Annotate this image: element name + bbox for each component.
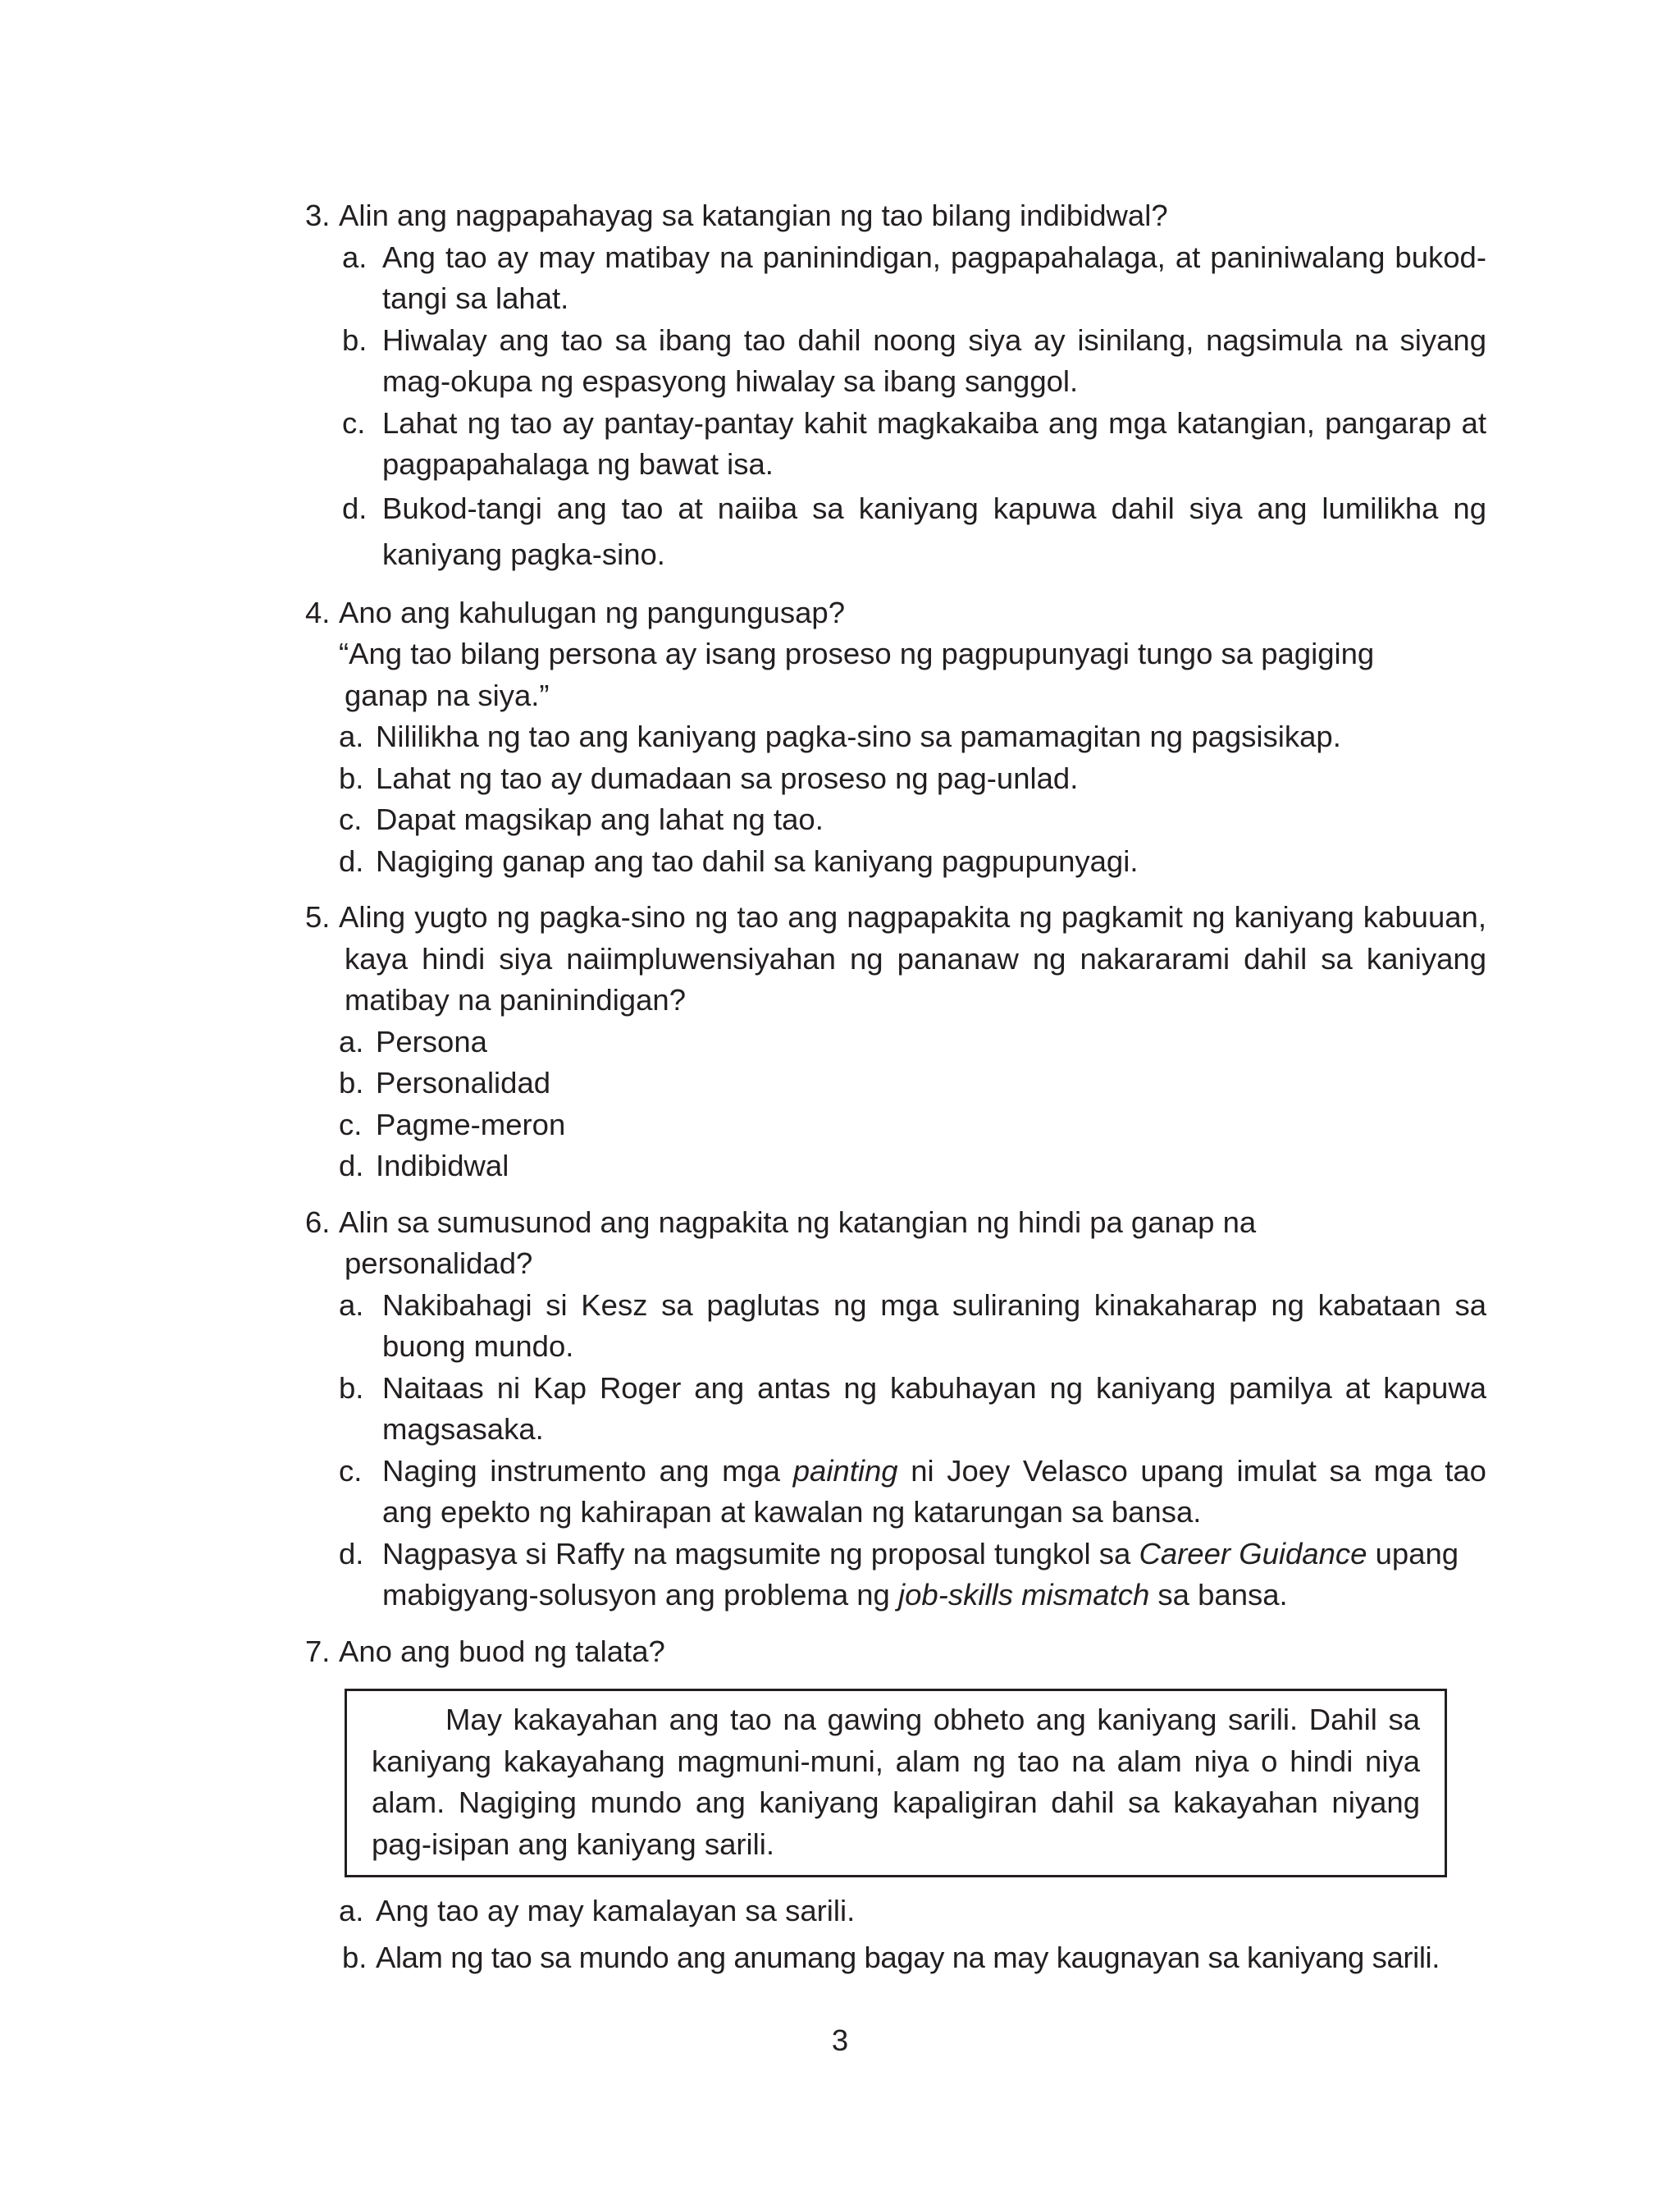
choice-label: a. xyxy=(339,1287,364,1322)
worksheet-page xyxy=(305,195,1486,1978)
quoted-sentence xyxy=(305,633,1486,675)
choice-text: Pagme-meron xyxy=(376,1107,566,1141)
choice-label: c. xyxy=(339,1453,363,1488)
choice-text: Nakibahagi si Kesz sa paglutas ng mga suliraning kinakaharap ng kabataan sa buong mundo. xyxy=(382,1287,1486,1363)
choice-label: b. xyxy=(342,322,368,357)
choice-text: Personalidad xyxy=(376,1066,551,1100)
question-6 xyxy=(305,1202,1486,1616)
choice-text-part: sa bansa. xyxy=(1149,1578,1288,1612)
question-number: 4. xyxy=(305,595,331,629)
choice-label: b. xyxy=(339,1066,364,1100)
choice-text-part: Nagpasya si Raffy na magsumite ng proposal tungkol sa xyxy=(382,1536,1139,1570)
choice-text-part: upang mabigyang-solusyon ang problema ng xyxy=(382,1536,1459,1612)
choice-label: c. xyxy=(339,802,363,836)
choice-item xyxy=(305,799,1486,841)
question-3 xyxy=(305,195,1486,578)
choice-label: b. xyxy=(339,761,364,795)
choice-text-part: Naging instrumento ang mga xyxy=(382,1453,793,1488)
quote-line: “Ang tao bilang persona ay isang proseso ng pagpupunyagi tungo sa pagiging xyxy=(339,637,1375,670)
question-text: Alin ang nagpapahayag sa katangian ng tao bilang indibidwal? xyxy=(339,199,1168,232)
choice-item xyxy=(305,716,1486,758)
choice-item xyxy=(305,1285,1486,1368)
choice-label: a. xyxy=(339,720,364,753)
question-stem xyxy=(305,1631,1486,1673)
choice-item xyxy=(305,1022,1486,1063)
choice-text: Lahat ng tao ay pantay-pantay kahit magkakaiba ang mga katangian, pangarap at pagpapahalaga ng bawat isa. xyxy=(382,405,1486,481)
question-stem xyxy=(305,897,1486,1022)
choice-item xyxy=(305,486,1486,578)
choice-item xyxy=(305,1534,1486,1616)
choice-label: a. xyxy=(339,1894,364,1927)
choice-item xyxy=(305,237,1486,320)
question-text: Aling yugto ng pagka-sino ng tao ang nagpapakita ng pagkamit ng kaniyang kabuuan, kaya hindi siya naiimpluwensiyahan ng pananaw ng nakararami dahil sa kaniyang matibay na paninindigan? xyxy=(339,900,1486,1017)
choice-label: a. xyxy=(339,1024,364,1058)
question-text: Ano ang kahulugan ng pangungusap? xyxy=(339,595,846,629)
choice-text-italic: painting xyxy=(792,1453,898,1488)
choice-label: c. xyxy=(339,1107,363,1141)
page-number: 3 xyxy=(831,2023,849,2057)
choice-item xyxy=(305,1891,1486,1932)
choice-text: Ang tao ay may matibay na paninindigan, pagpapahalaga, at paniniwalang bukod-tangi sa lahat. xyxy=(382,240,1486,315)
choice-item xyxy=(305,841,1486,883)
question-number: 3. xyxy=(305,199,331,232)
choice-label: b. xyxy=(339,1370,364,1405)
choice-item xyxy=(305,1063,1486,1104)
choice-text: Hiwalay ang tao sa ibang tao dahil noong siya ay isinilang, nagsimula na siyang mag-okupa ng espasyong hiwalay sa ibang sanggol. xyxy=(382,322,1486,398)
choice-text: Persona xyxy=(376,1024,487,1058)
choice-text: Naitaas ni Kap Roger ang antas ng kabuhayan ng kaniyang pamilya at kapuwa magsasaka. xyxy=(382,1370,1486,1446)
choice-text: Alam ng tao sa mundo ang anumang bagay na may kaugnayan sa kaniyang sarili. xyxy=(376,1940,1440,1974)
choice-item xyxy=(305,1104,1486,1146)
choice-item xyxy=(305,1451,1486,1534)
choice-text-italic: Career Guidance xyxy=(1139,1536,1367,1570)
question-7 xyxy=(305,1631,1486,1979)
choice-item xyxy=(305,1937,1486,1979)
choice-text: Lahat ng tao ay dumadaan sa proseso ng pag-unlad. xyxy=(376,761,1079,795)
choice-label: c. xyxy=(342,405,366,440)
question-number: 6. xyxy=(305,1205,331,1239)
passage-text: May kakayahan ang tao na gawing obheto ang kaniyang sarili. Dahil sa kaniyang kakayahang magmuni-muni, alam ng tao na alam niya o hindi niya alam. Nagiging mundo ang kaniyang kapaligiran dahil sa kakayahan niyang pag-isipan ang kaniyang sarili. xyxy=(372,1703,1420,1861)
choice-text-italic: job-skills mismatch xyxy=(898,1578,1150,1612)
question-4 xyxy=(305,592,1486,883)
choice-text: Bukod-tangi ang tao at naiiba sa kaniyang kapuwa dahil siya ang lumilikha ng kaniyang pagka-sino. xyxy=(382,491,1486,571)
choice-text: Indibidwal xyxy=(376,1149,509,1182)
choice-label: b. xyxy=(342,1940,368,1974)
question-stem xyxy=(305,1202,1345,1285)
choice-label: d. xyxy=(339,844,364,878)
quoted-sentence-cont xyxy=(305,675,1486,717)
choice-label: d. xyxy=(342,491,368,525)
choice-item xyxy=(305,1368,1486,1451)
question-number: 7. xyxy=(305,1634,331,1668)
choice-item xyxy=(305,320,1486,403)
choice-text: Dapat magsikap ang lahat ng tao. xyxy=(376,802,824,836)
choice-text: Nililikha ng tao ang kaniyang pagka-sino sa pamamagitan ng pagsisikap. xyxy=(376,720,1341,753)
choice-label: d. xyxy=(339,1536,364,1570)
question-number: 5. xyxy=(305,900,331,934)
choice-item xyxy=(305,1145,1486,1187)
choice-text: Ang tao ay may kamalayan sa sarili. xyxy=(376,1894,856,1927)
choice-text-part: ni Joey Velasco upang imulat sa mga tao ang epekto ng kahirapan at kawalan ng katarungan sa bansa. xyxy=(382,1453,1486,1529)
choice-label: d. xyxy=(339,1149,364,1182)
question-text: Alin sa sumusunod ang nagpakita ng katangian ng hindi pa ganap na personalidad? xyxy=(339,1205,1257,1280)
passage-box xyxy=(345,1689,1447,1877)
choice-item xyxy=(305,758,1486,800)
question-text: Ano ang buod ng talata? xyxy=(339,1634,665,1668)
choice-label: a. xyxy=(342,240,368,274)
question-5 xyxy=(305,897,1486,1187)
choice-item xyxy=(305,403,1486,486)
question-stem xyxy=(305,195,1486,237)
question-stem xyxy=(305,592,1486,634)
choice-text: Nagiging ganap ang tao dahil sa kaniyang pagpupunyagi. xyxy=(376,844,1139,878)
quote-line: ganap na siya.” xyxy=(345,678,550,712)
